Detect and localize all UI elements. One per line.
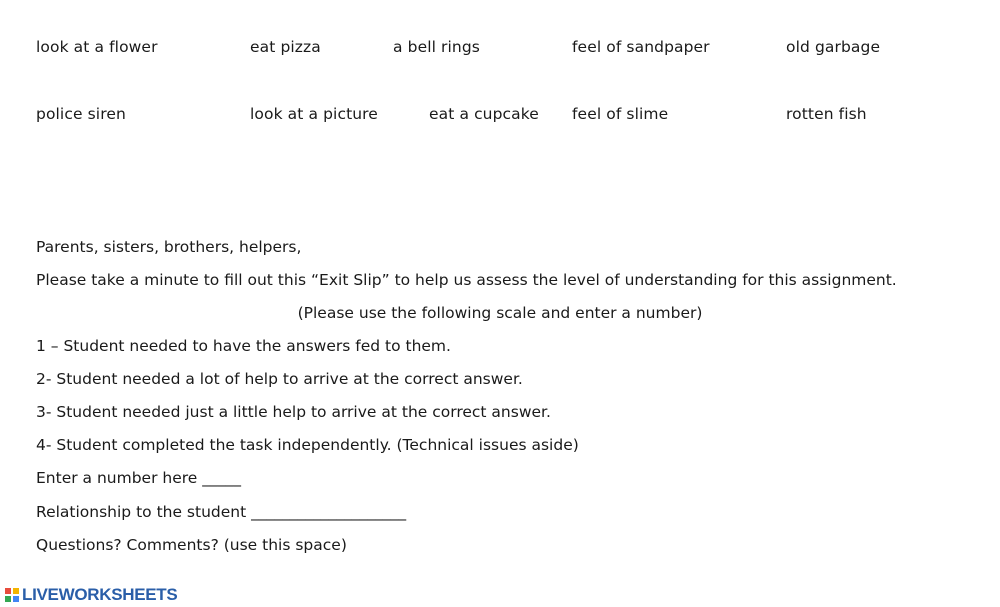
scale-item: 3- Student needed just a little help to arrive at the correct answer.	[36, 403, 551, 421]
word-item[interactable]: eat a cupcake	[429, 105, 539, 123]
liveworksheets-logo	[5, 585, 177, 605]
questions-field[interactable]: Questions? Comments? (use this space)	[36, 536, 347, 554]
word-item[interactable]: old garbage	[786, 38, 881, 56]
word-item[interactable]: rotten fish	[786, 105, 867, 123]
word-item[interactable]: a bell rings	[393, 38, 480, 56]
scale-item: 4- Student completed the task independently. (Technical issues aside)	[36, 436, 579, 454]
brand-name: LIVEWORKSHEETS	[22, 585, 178, 604]
word-item[interactable]: police siren	[36, 105, 126, 123]
scale-item: 1 – Student needed to have the answers fed to them.	[36, 337, 451, 355]
number-field[interactable]: Enter a number here _____	[36, 469, 241, 487]
request-text: Please take a minute to fill out this “Exit Slip” to help us assess the level of understanding for this assignment.	[36, 271, 897, 289]
greeting-text: Parents, sisters, brothers, helpers,	[36, 238, 302, 256]
scale-note: (Please use the following scale and enter a number)	[297, 304, 703, 322]
word-item[interactable]: eat pizza	[250, 38, 321, 56]
relationship-field[interactable]: Relationship to the student ____________________	[36, 503, 407, 521]
scale-item: 2- Student needed a lot of help to arrive at the correct answer.	[36, 370, 523, 388]
word-item[interactable]: look at a picture	[250, 105, 378, 123]
word-item[interactable]: look at a flower	[36, 38, 158, 56]
liveworksheets-icon	[5, 588, 19, 602]
word-item[interactable]: feel of sandpaper	[572, 38, 710, 56]
word-item[interactable]: feel of slime	[572, 105, 669, 123]
